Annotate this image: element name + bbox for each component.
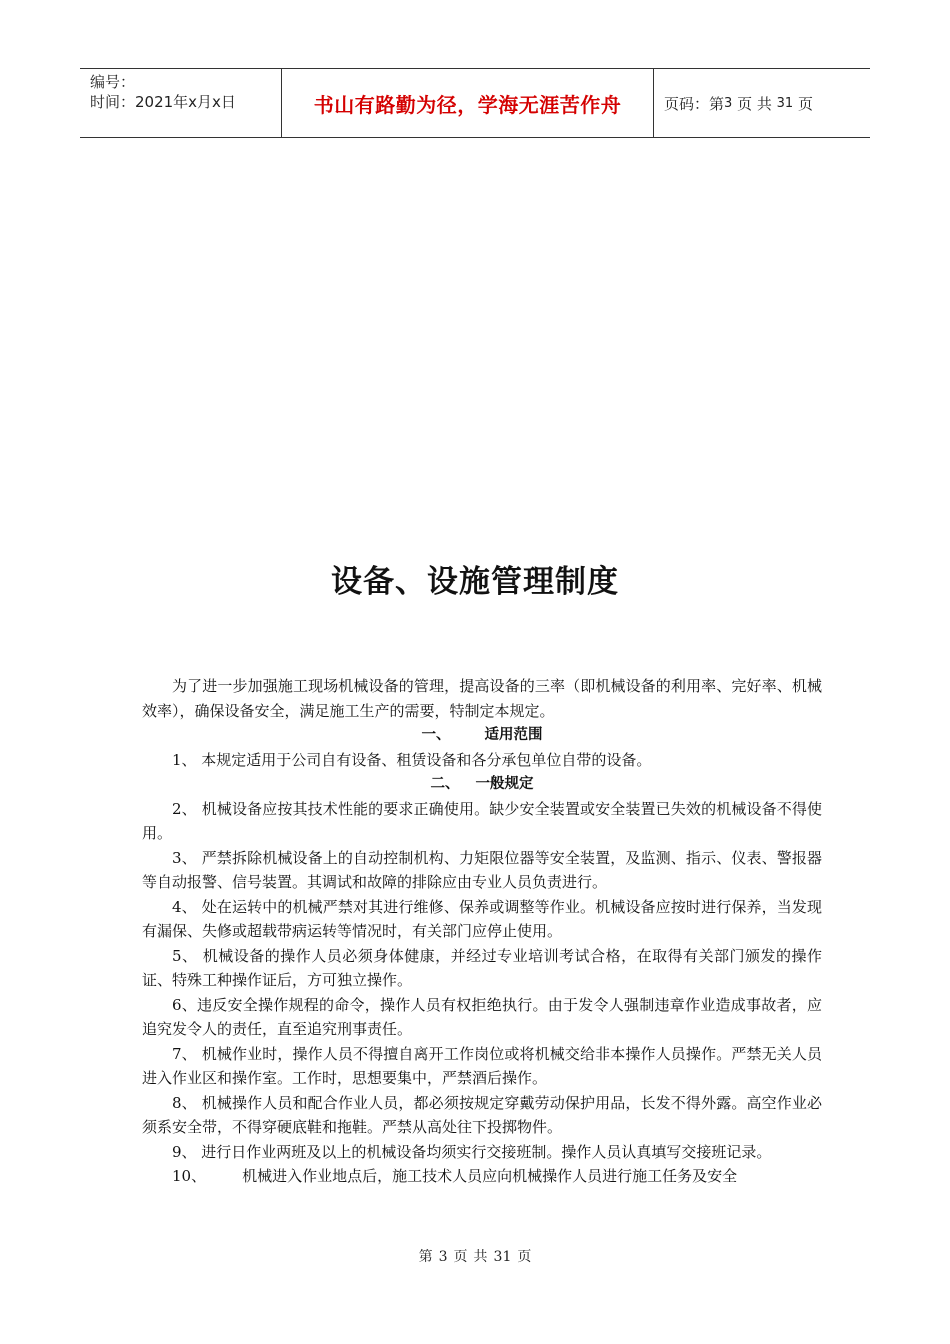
page-total: 31	[776, 95, 794, 111]
header-page-info	[654, 69, 870, 137]
list-item: 1、 本规定适用于公司自有设备、租赁设备和各分承包单位自带的设备。	[172, 750, 652, 769]
document-body	[142, 674, 822, 1189]
footer-di: 第	[418, 1249, 433, 1265]
list-item: 5、 机械设备的操作人员必须身体健康，并经过专业培训考试合格，在取得有关部门颁发的操作证、特殊工种操作证后，方可独立操作。	[142, 946, 822, 989]
section-number: 一、	[421, 727, 451, 743]
header-motto: 书山有路勤为径，学海无涯苦作舟	[282, 69, 654, 137]
item-number: 10、	[172, 1167, 207, 1185]
list-item: 3、 严禁拆除机械设备上的自动控制机构、力矩限位器等安全装置，及监测、指示、仪表、警报器等自动报警、信号装置。其调试和故障的排除应由专业人员负责进行。	[142, 848, 822, 891]
list-item: 9、 进行日作业两班及以上的机械设备均须实行交接班制。操作人员认真填写交接班记录。	[172, 1142, 772, 1161]
list-item: 2、 机械设备应按其技术性能的要求正确使用。缺少安全装置或安全装置已失效的机械设备不得使用。	[142, 799, 822, 842]
intro-paragraph: 为了进一步加强施工现场机械设备的管理，提高设备的三率（即机械设备的利用率、完好率、机械效率），确保设备安全，满足施工生产的需要，特制定本规定。	[142, 677, 822, 720]
section-heading-general	[142, 772, 822, 797]
document-title: 设备、设施管理制度	[331, 564, 619, 600]
section-title: 一般规定	[475, 776, 534, 792]
footer-total: 31	[493, 1249, 512, 1265]
page-footer	[0, 1246, 950, 1266]
list-item	[142, 1164, 822, 1189]
list-item: 7、 机械作业时，操作人员不得擅自离开工作岗位或将机械交给非本操作人员操作。严禁无关人员进入作业区和操作室。工作时，思想要集中，严禁酒后操作。	[142, 1044, 822, 1087]
header-meta	[80, 69, 282, 137]
header-table	[80, 68, 870, 138]
section-heading-scope	[142, 723, 822, 748]
date-label: 时间：2021年x月x日	[90, 93, 236, 111]
page-end: 页	[797, 94, 813, 113]
footer-ye: 页	[453, 1249, 468, 1265]
section-title: 适用范围	[484, 727, 543, 743]
number-label: 编号：	[90, 73, 136, 91]
page-label: 页码：第	[664, 94, 725, 113]
page-mid: 页 共	[737, 94, 772, 113]
footer-current: 3	[438, 1249, 448, 1265]
footer-ye-end: 页	[517, 1249, 532, 1265]
footer-gong: 共	[473, 1249, 488, 1265]
list-item: 8、 机械操作人员和配合作业人员，都必须按规定穿戴劳动保护用品，长发不得外露。高空作业必须系安全带，不得穿硬底鞋和拖鞋。严禁从高处往下投掷物件。	[142, 1093, 822, 1136]
section-number: 二、	[430, 776, 460, 792]
list-item: 4、 处在运转中的机械严禁对其进行维修、保养或调整等作业。机械设备应按时进行保养，当发现有漏保、失修或超载带病运转等情况时，有关部门应停止使用。	[142, 897, 822, 940]
list-item: 6、违反安全操作规程的命令，操作人员有权拒绝执行。由于发令人强制违章作业造成事故者，应追究发令人的责任，直至追究刑事责任。	[142, 995, 822, 1038]
page-current: 3	[724, 95, 733, 111]
item-text: 机械进入作业地点后，施工技术人员应向机械操作人员进行施工任务及安全	[242, 1167, 738, 1185]
